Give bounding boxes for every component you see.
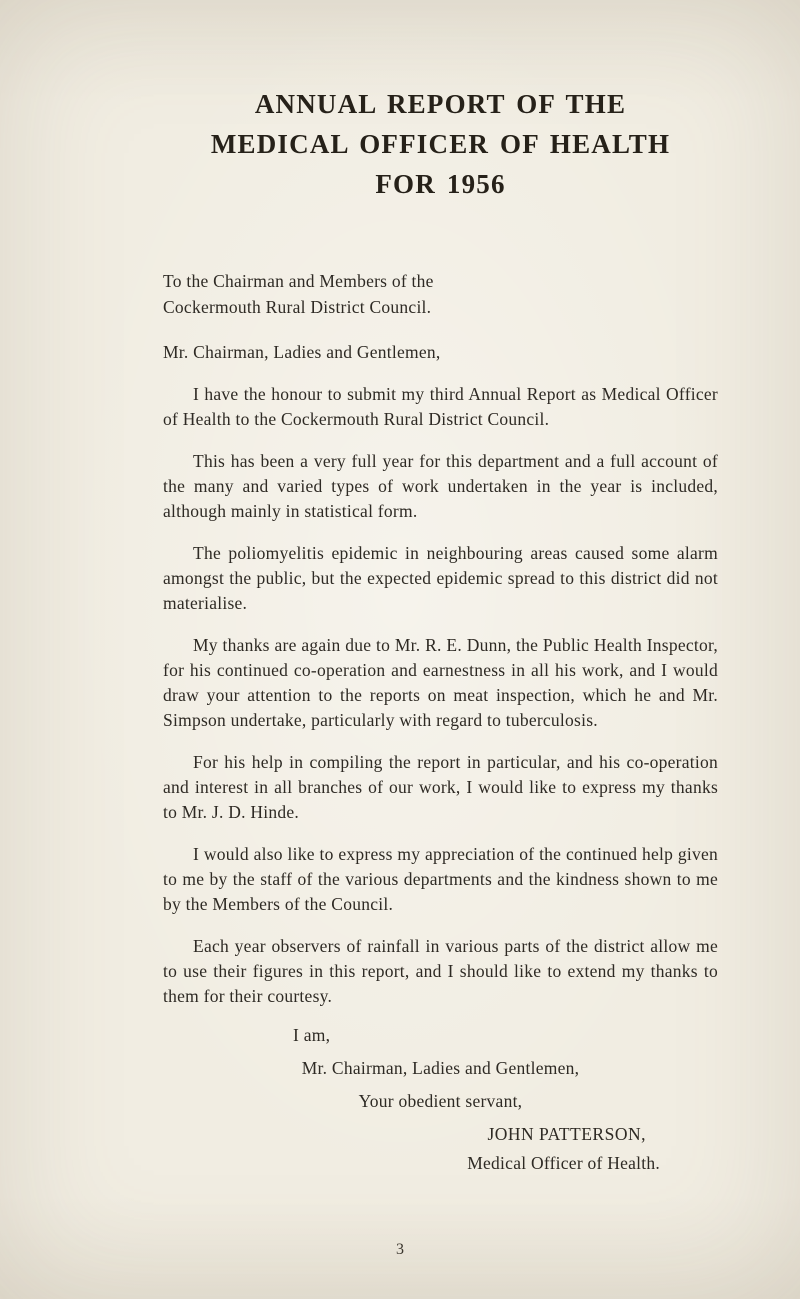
- report-title: [163, 84, 718, 204]
- greeting-line: Mr. Chairman, Ladies and Gentlemen,: [163, 342, 441, 362]
- page-number: 3: [396, 1241, 404, 1258]
- letter-body: [163, 268, 718, 1176]
- paragraph-poliomyelitis: The poliomyelitis epidemic in neighbouring areas caused some alarm amongst the public, but the expected epidemic spread to this district did not materialise.: [163, 543, 718, 613]
- salutation-line-2: Cockermouth Rural District Council.: [163, 297, 432, 317]
- paragraph-rainfall-observers: Each year observers of rainfall in various parts of the district allow me to use their figures in this report, and I should like to extend my thanks to them for their courtesy.: [163, 936, 718, 1006]
- signature-name: JOHN PATTERSON,: [487, 1124, 646, 1144]
- salutation: [163, 268, 718, 320]
- paragraph-appreciation-staff: I would also like to express my appreciation of the continued help given to me by the staff of the various departments and the kindness shown to me by the Members of the Council.: [163, 844, 718, 914]
- closing-address: Mr. Chairman, Ladies and Gentlemen,: [301, 1058, 580, 1078]
- signature-title: Medical Officer of Health.: [467, 1153, 660, 1173]
- report-title-line-3: FOR 1956: [375, 169, 506, 199]
- letter-closing: [163, 1023, 718, 1176]
- paragraph-intro: I have the honour to submit my third Annual Report as Medical Officer of Health to the Cockermouth Rural District Council.: [163, 384, 718, 429]
- salutation-line-1: To the Chairman and Members of the: [163, 271, 434, 291]
- closing-i-am: I am,: [293, 1025, 331, 1045]
- closing-valediction: Your obedient servant,: [358, 1091, 523, 1111]
- report-title-line-1: ANNUAL REPORT OF THE: [254, 89, 627, 119]
- paragraph-full-year: This has been a very full year for this department and a full account of the many and varied types of work undertaken in the year is included, although mainly in statistical form.: [163, 451, 718, 521]
- paragraph-thanks-dunn: My thanks are again due to Mr. R. E. Dunn, the Public Health Inspector, for his continued co-operation and earnestness in all his work, and I would draw your attention to the reports on meat inspection, which he and Mr. Simpson undertake, particularly with regard to tuberculosis.: [163, 635, 718, 730]
- paragraph-thanks-hinde: For his help in compiling the report in particular, and his co-operation and interest in all branches of our work, I would like to express my thanks to Mr. J. D. Hinde.: [163, 752, 718, 822]
- report-title-line-2: MEDICAL OFFICER OF HEALTH: [210, 129, 671, 159]
